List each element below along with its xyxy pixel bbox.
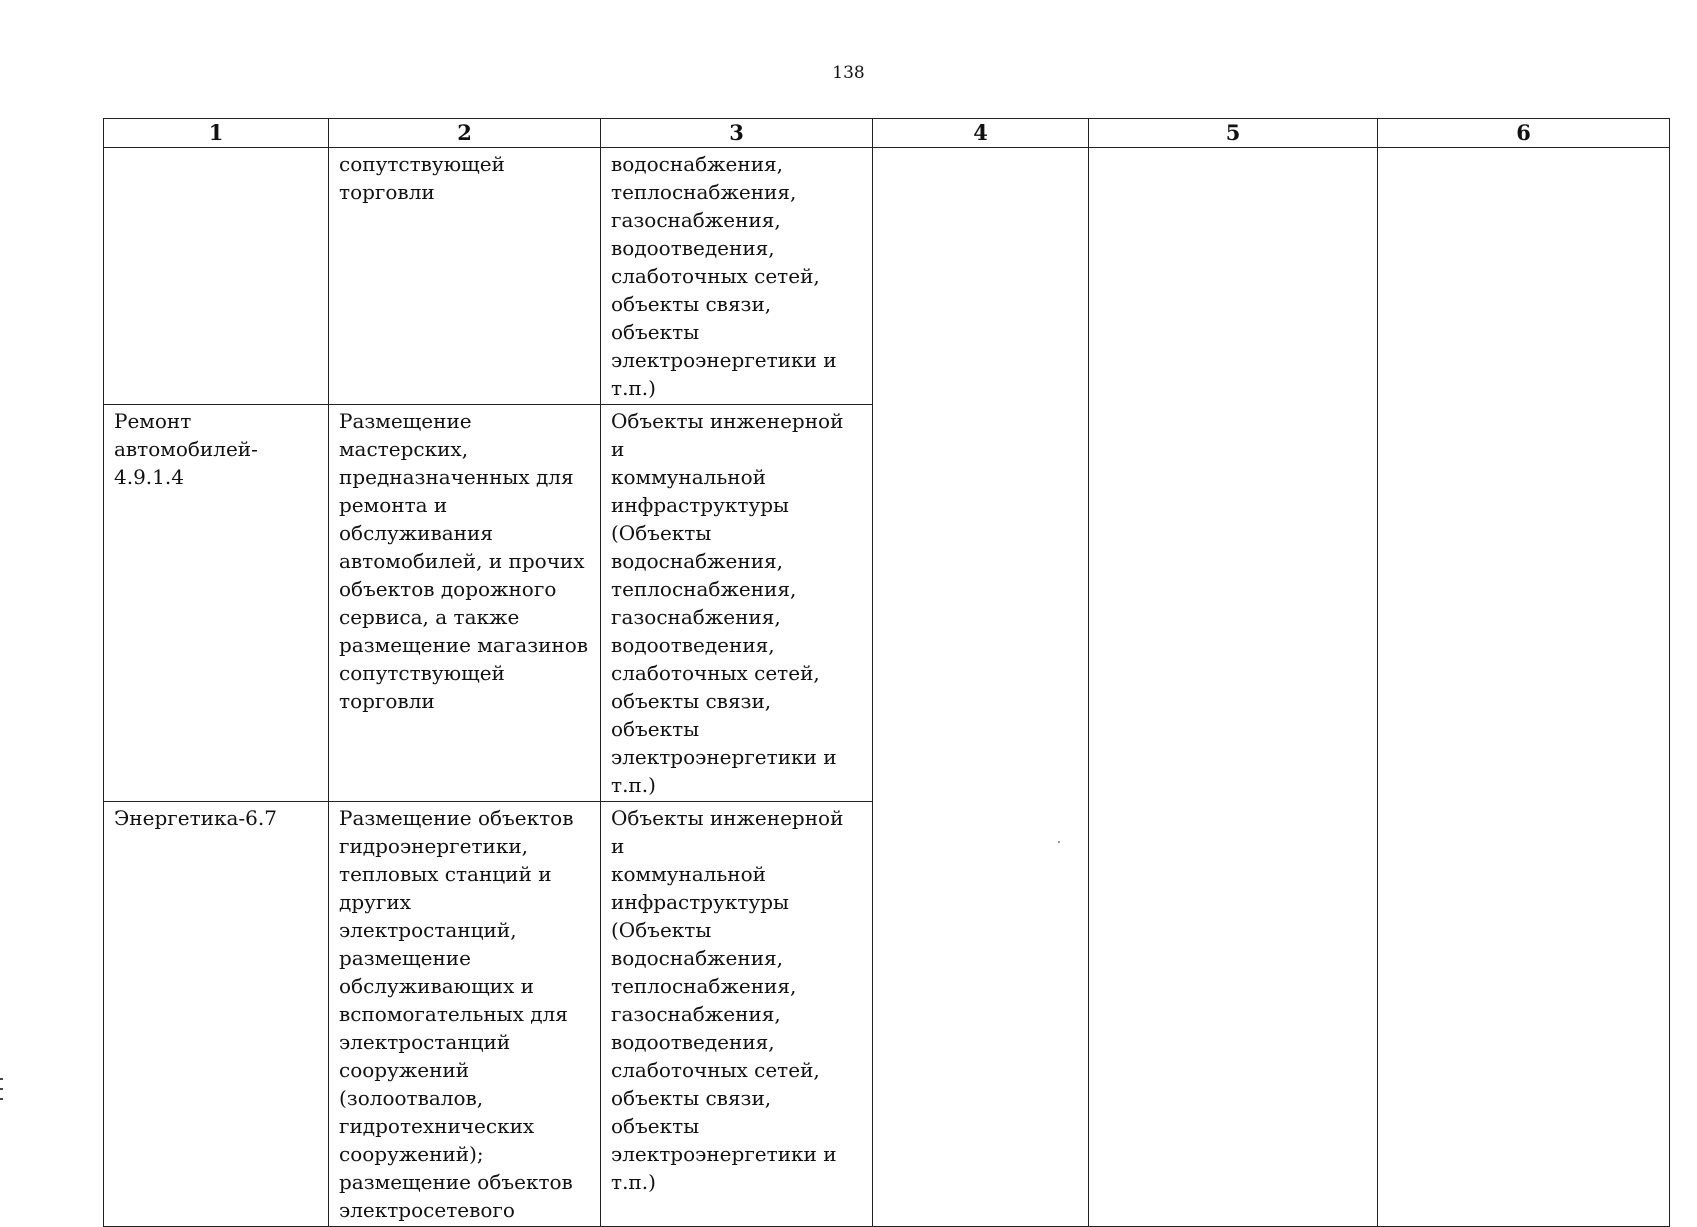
land-use-table: [103, 118, 1670, 1227]
table-cell-col1: [104, 802, 329, 1227]
column-header-1: 1: [104, 119, 329, 148]
column-header-6: 6: [1378, 119, 1670, 148]
table-row: [104, 148, 1670, 405]
scan-edge-mark: [0, 1088, 3, 1090]
table-cell-col2: [329, 802, 601, 1227]
cell-text: Энергетика-6.7: [114, 806, 277, 830]
column-header-4: 4: [873, 119, 1089, 148]
merged-cell-col5: [1089, 148, 1378, 1227]
merged-cell-col4: [873, 148, 1089, 1227]
cell-text: Объекты инженерной и коммунальной инфраструктуры (Объекты водоснабжения, теплоснабжения, газоснабжения, водоотведения, слаботочных сетей, объекты связи, объекты электроэнергетики и т.п.): [611, 409, 844, 797]
scan-speck: [1058, 841, 1060, 843]
cell-text: сопутствующей торговли: [339, 152, 505, 204]
column-header-2: 2: [329, 119, 601, 148]
table-cell-col3: [601, 148, 873, 405]
cell-text: Размещение мастерских, предназначенных для ремонта и обслуживания автомобилей, и прочих объектов дорожного сервиса, а также размещение магазинов сопутствующей торговли: [339, 409, 589, 713]
cell-text: Ремонт автомобилей- 4.9.1.4: [114, 409, 258, 489]
table-header-row: [104, 119, 1670, 148]
table-cell-col1: [104, 148, 329, 405]
scan-edge-mark: [0, 1078, 3, 1080]
table-cell-col2: [329, 405, 601, 802]
table-cell-col2: [329, 148, 601, 405]
cell-text: водоснабжения, теплоснабжения, газоснабжения, водоотведения, слаботочных сетей, объекты связи, объекты электроэнергетики и т.п.): [611, 152, 837, 400]
column-header-5: 5: [1089, 119, 1378, 148]
column-header-3: 3: [601, 119, 873, 148]
table-cell-col1: [104, 405, 329, 802]
page-number: 138: [832, 63, 865, 83]
cell-text: Объекты инженерной и коммунальной инфраструктуры (Объекты водоснабжения, теплоснабжения, газоснабжения, водоотведения, слаботочных сетей, объекты связи, объекты электроэнергетики и т.п.): [611, 806, 844, 1194]
cell-text: Размещение объектов гидроэнергетики, тепловых станций и других электростанций, размещение обслуживающих и вспомогательных для электростанций сооружений (золоотвалов, гидротехнических сооружений); размещение объектов электросетевого: [339, 806, 574, 1222]
table-cell-col3: [601, 802, 873, 1227]
table-cell-col3: [601, 405, 873, 802]
merged-cell-col6: [1378, 148, 1670, 1227]
scan-edge-mark: [0, 1098, 3, 1100]
